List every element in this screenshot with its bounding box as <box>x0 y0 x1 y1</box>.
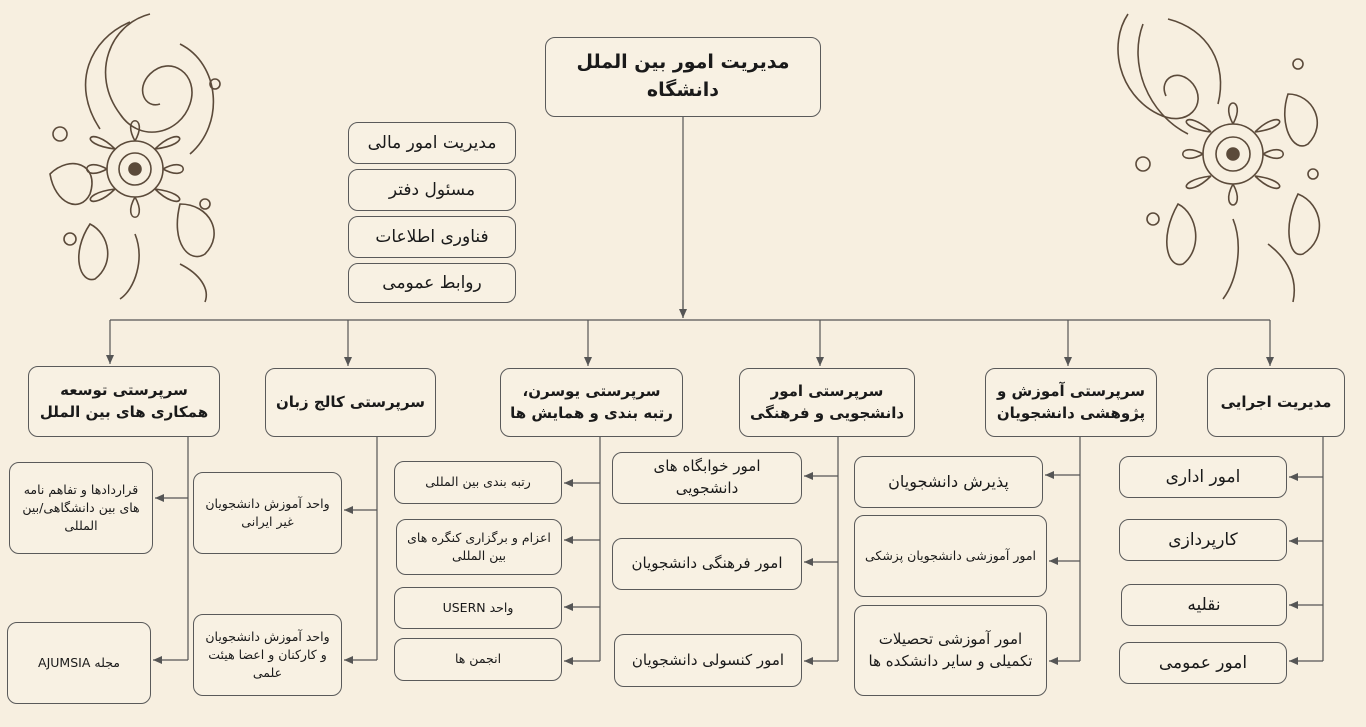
unit-administrative: امور اداری <box>1119 456 1287 498</box>
unit-congress: اعزام و برگزاری کنگره های بین المللی <box>396 519 562 575</box>
unit-transport: نقلیه <box>1121 584 1287 626</box>
unit-procurement: کارپردازی <box>1119 519 1287 561</box>
unit-student-admission: پذیرش دانشجویان <box>854 456 1043 508</box>
staff-office: مسئول دفتر <box>348 169 516 211</box>
staff-public-relations: روابط عمومی <box>348 263 516 303</box>
unit-medical-education: امور آموزشی دانشجویان پزشکی <box>854 515 1047 597</box>
staff-it: فناوری اطلاعات <box>348 216 516 258</box>
unit-international-ranking: رتبه بندی بین المللی <box>394 461 562 504</box>
dept-usern-ranking: سرپرستی یوسرن، رتبه بندی و همایش ها <box>500 368 683 437</box>
unit-graduate-education: امور آموزشی تحصیلات تکمیلی و سایر دانشکده ها <box>854 605 1047 696</box>
unit-general-affairs: امور عمومی <box>1119 642 1287 684</box>
root-node: مدیریت امور بین الملل دانشگاه <box>545 37 821 117</box>
unit-consular: امور کنسولی دانشجویان <box>614 634 802 687</box>
dept-language-college: سرپرستی کالج زبان <box>265 368 436 437</box>
unit-ajumsia-journal: مجله AJUMSIA <box>7 622 151 704</box>
paisley-ornament-left-icon <box>30 4 240 304</box>
unit-usern: واحد USERN <box>394 587 562 629</box>
unit-associations: انجمن ها <box>394 638 562 681</box>
unit-dormitory: امور خوابگاه های دانشجویی <box>612 452 802 504</box>
unit-cultural: امور فرهنگی دانشجویان <box>612 538 802 590</box>
unit-agreements: قراردادها و تفاهم نامه های بین دانشگاهی/بین المللی <box>9 462 153 554</box>
unit-staff-faculty-education: واحد آموزش دانشجویان و کارکنان و اعضا هیئت علمی <box>193 614 342 696</box>
unit-non-iranian-education: واحد آموزش دانشجویان غیر ایرانی <box>193 472 342 554</box>
dept-international-cooperation: سرپرستی توسعه همکاری های بین الملل <box>28 366 220 437</box>
dept-student-cultural: سرپرستی امور دانشجویی و فرهنگی <box>739 368 915 437</box>
staff-financial: مدیریت امور مالی <box>348 122 516 164</box>
paisley-ornament-right-icon <box>1098 4 1338 304</box>
dept-executive: مدیریت اجرایی <box>1207 368 1345 437</box>
dept-education-research: سرپرستی آموزش و پژوهشی دانشجویان <box>985 368 1157 437</box>
